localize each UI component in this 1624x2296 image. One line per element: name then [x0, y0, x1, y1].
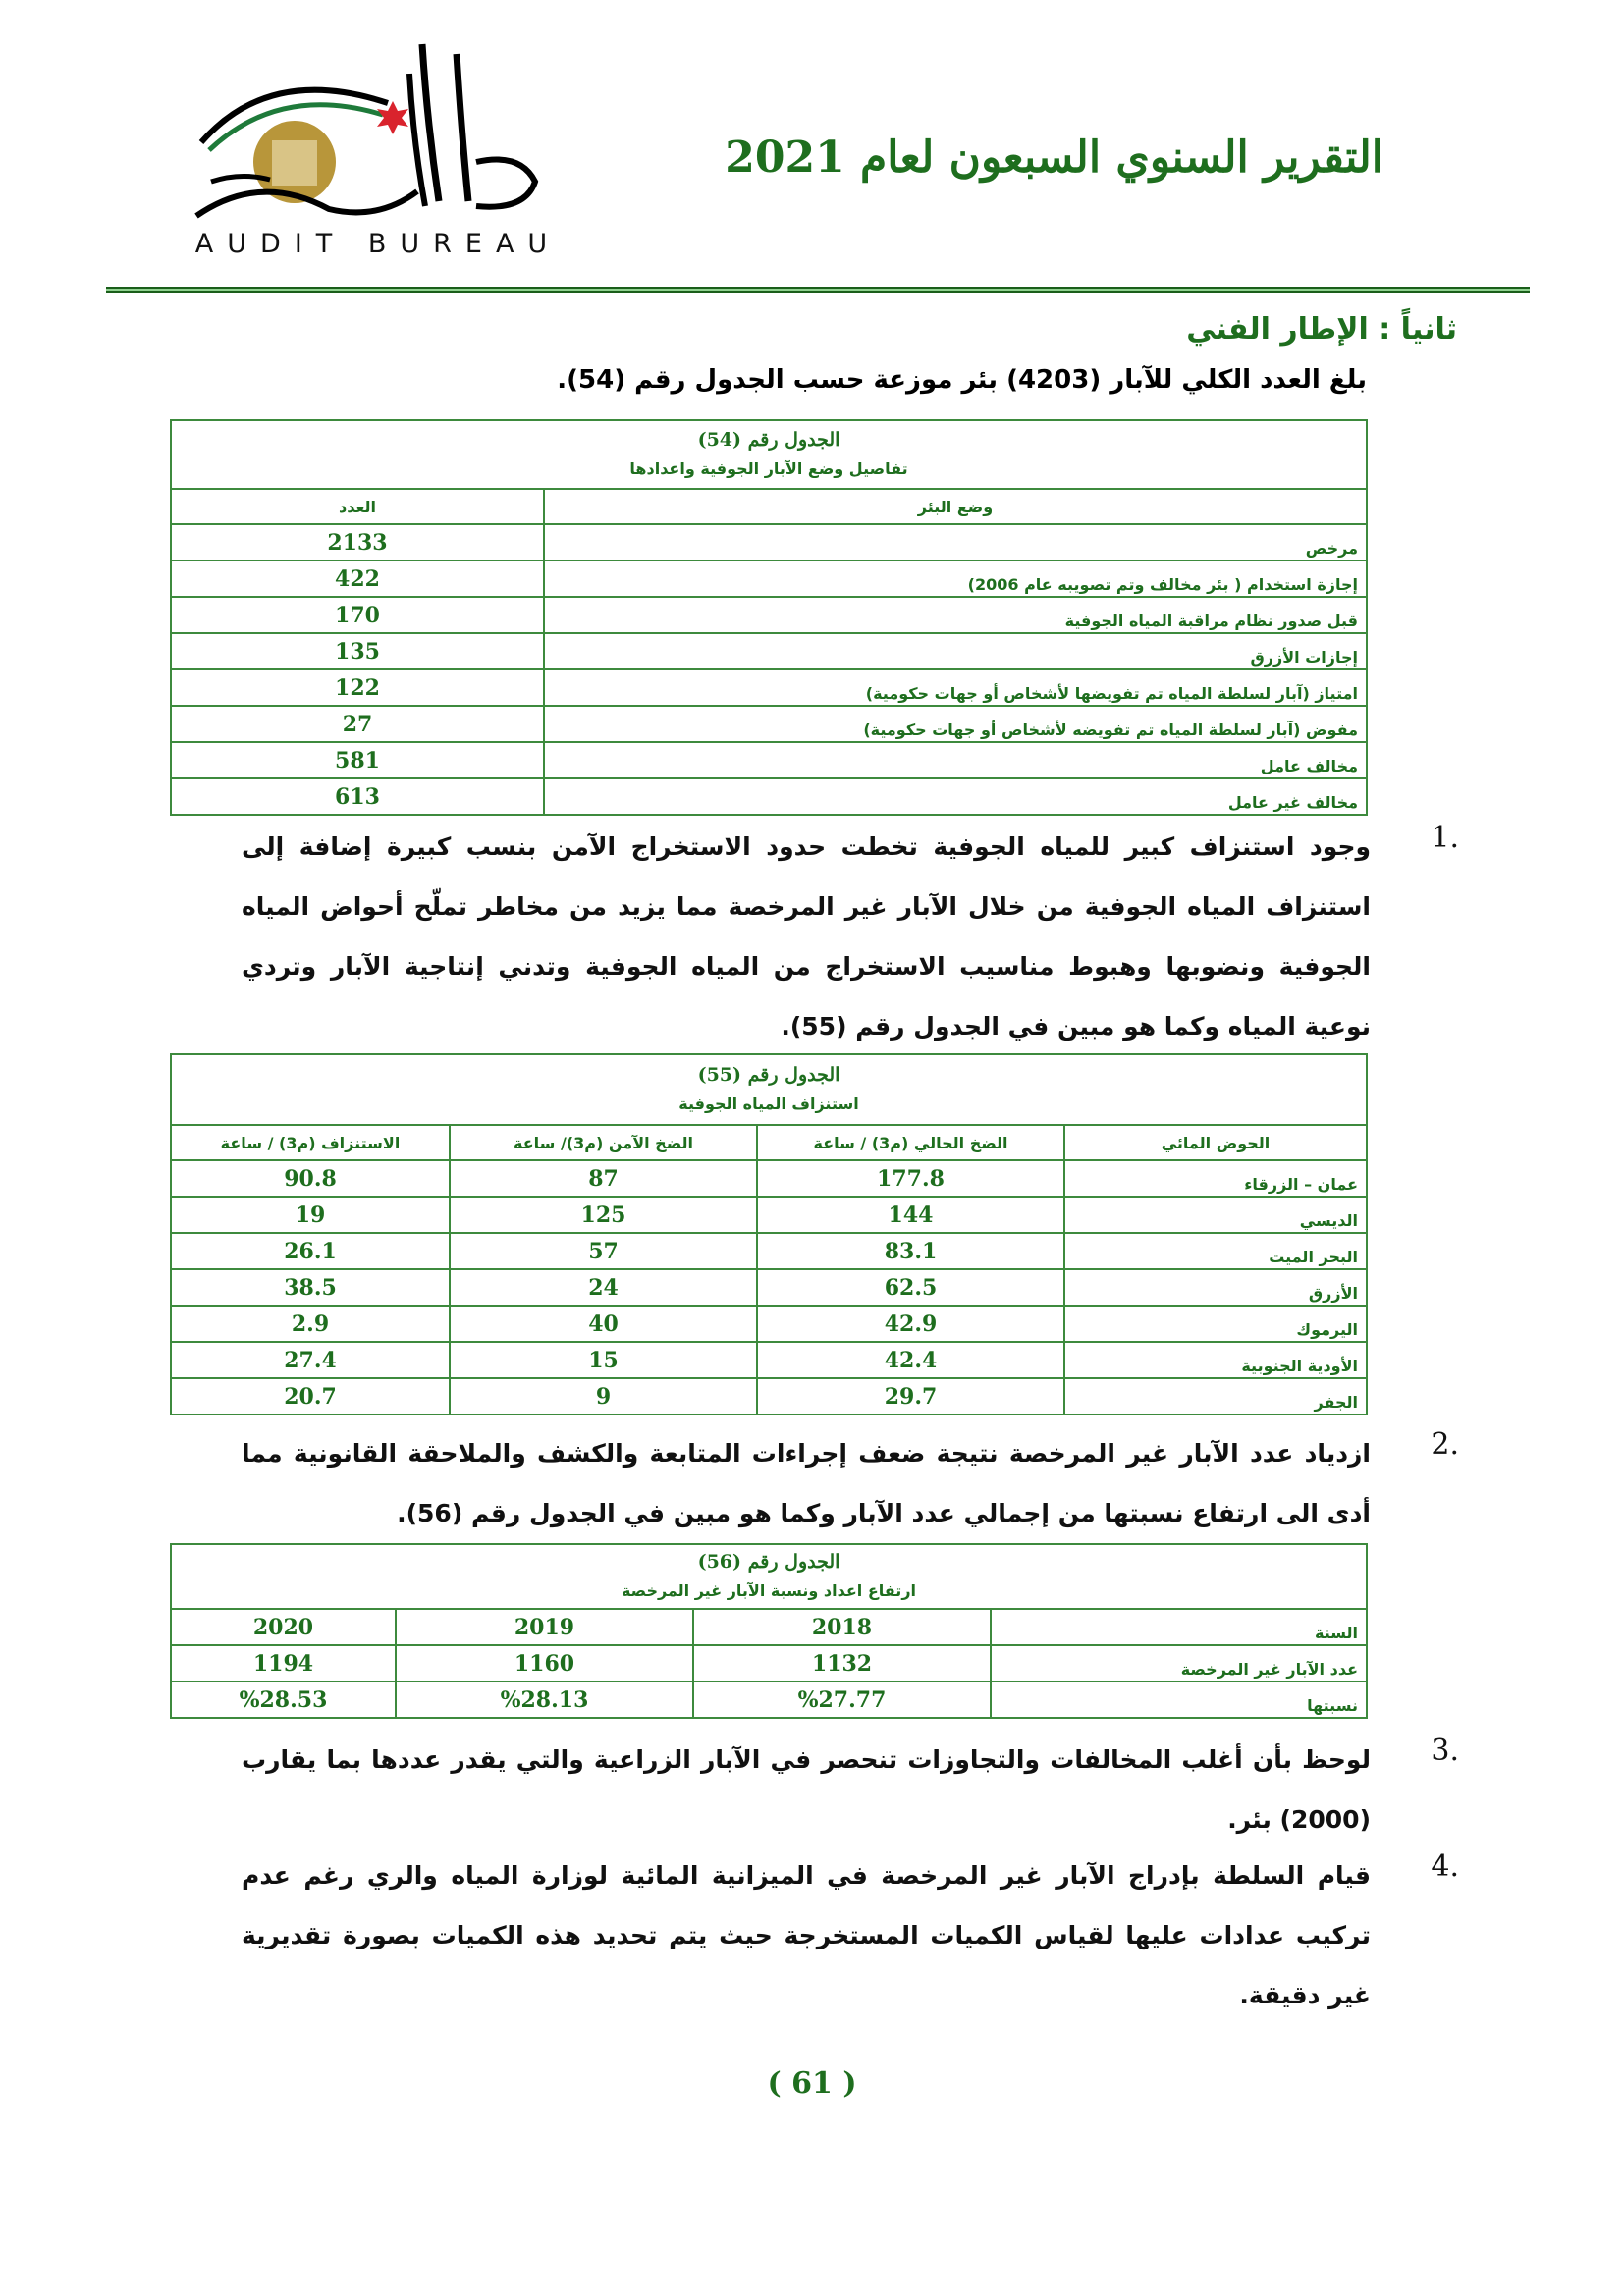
table-row — [171, 706, 1367, 742]
depletion: 90.8 — [171, 1160, 450, 1197]
safe-pumping: 125 — [450, 1197, 757, 1233]
table-row — [171, 1682, 1367, 1718]
table-row — [171, 561, 1367, 597]
row-label-count: عدد الآبار غير المرخصة — [991, 1645, 1367, 1682]
column-header-basin: الحوض المائي — [1064, 1125, 1367, 1160]
year-2020: 2020 — [171, 1609, 396, 1645]
row-label: قبل صدور نظام مراقبة المياه الجوفية — [544, 597, 1367, 633]
list-item: ازدياد عدد الآبار غير المرخصة نتيجة ضعف إجراءات المتابعة والكشف والملاحقة القانونية مما أدى الى ارتفاع نسبتها من إجمالي عدد الآبار وكما هو مبين في الجدول رقم (56). — [242, 1439, 1371, 1527]
table-row — [171, 597, 1367, 633]
safe-pumping: 87 — [450, 1160, 757, 1197]
current-pumping: 42.4 — [757, 1342, 1064, 1378]
basin-name: الديسي — [1064, 1197, 1367, 1233]
table-row — [171, 778, 1367, 815]
audit-bureau-logo — [182, 34, 565, 260]
column-header-current-pumping: الضخ الحالي (م3) / ساعة — [757, 1125, 1064, 1160]
depletion: 38.5 — [171, 1269, 450, 1306]
row-label: مفوض (آبار لسلطة المياه تم تفويضه لأشخاص أو جهات حكومية) — [544, 706, 1367, 742]
row-value: 613 — [171, 778, 544, 815]
current-pumping: 83.1 — [757, 1233, 1064, 1269]
table-caption-number: الجدول رقم (54) — [697, 429, 840, 451]
current-pumping: 62.5 — [757, 1269, 1064, 1306]
table-56 — [170, 1543, 1368, 1719]
table-caption-title: ارتفاع اعداد ونسبة الآبار غير المرخصة — [621, 1581, 917, 1600]
row-label: مرخص — [544, 524, 1367, 561]
list-item-number: 2. — [1431, 1427, 1459, 1462]
row-value: 2133 — [171, 524, 544, 561]
list-item: لوحظ بأن أغلب المخالفات والتجاوزات تنحصر في الآبار الزراعية والتي يقدر عددها بما يقارب (2000) بئر. — [242, 1745, 1371, 1834]
row-value: 170 — [171, 597, 544, 633]
table-caption-number: الجدول رقم (56) — [697, 1551, 840, 1573]
table-row — [171, 633, 1367, 669]
count-2018: 1132 — [693, 1645, 991, 1682]
table-caption-title: تفاصيل وضع الآبار الجوفية واعدادها — [629, 459, 908, 478]
ratio-2020: %28.53 — [171, 1682, 396, 1718]
column-header-depletion: الاستنزاف (م3) / ساعة — [171, 1125, 450, 1160]
table-54 — [170, 419, 1368, 816]
row-label-year: السنة — [991, 1609, 1367, 1645]
safe-pumping: 57 — [450, 1233, 757, 1269]
intro-paragraph: بلغ العدد الكلي للآبار (4203) بئر موزعة حسب الجدول رقم (54). — [557, 365, 1367, 395]
page-number: ( 61 ) — [767, 2066, 857, 2101]
depletion: 19 — [171, 1197, 450, 1233]
table-55 — [170, 1053, 1368, 1415]
row-value: 581 — [171, 742, 544, 778]
year-2018: 2018 — [693, 1609, 991, 1645]
list-item: وجود استنزاف كبير للمياه الجوفية تخطت حدود الاستخراج الآمن بنسب كبيرة إضافة إلى استنزاف المياه الجوفية من خلال الآبار غير المرخصة مما يزيد من مخاطر تملّح أحواض المياه الجوفية ونضوبها وهبوط مناسيب الاستخراج من المياه الجوفية وتدني إنتاجية الآبار وتردي نوعية المياه وكما هو مبين في الجدول رقم (55). — [242, 832, 1371, 1041]
row-label-ratio: نسبتها — [991, 1682, 1367, 1718]
list-item-number: 4. — [1431, 1849, 1459, 1884]
table-row — [171, 1378, 1367, 1415]
year-2019: 2019 — [396, 1609, 693, 1645]
row-label: مخالف عامل — [544, 742, 1367, 778]
table-row — [171, 742, 1367, 778]
safe-pumping: 9 — [450, 1378, 757, 1415]
depletion: 27.4 — [171, 1342, 450, 1378]
header-divider — [106, 287, 1530, 293]
column-header-safe-pumping: الضخ الآمن (م3)/ ساعة — [450, 1125, 757, 1160]
depletion: 26.1 — [171, 1233, 450, 1269]
table-row — [171, 1233, 1367, 1269]
table-row — [171, 1269, 1367, 1306]
table-caption-number: الجدول رقم (55) — [697, 1064, 840, 1086]
basin-name: عمان – الزرقاء — [1064, 1160, 1367, 1197]
row-value: 135 — [171, 633, 544, 669]
table-row — [171, 1342, 1367, 1378]
safe-pumping: 24 — [450, 1269, 757, 1306]
count-2019: 1160 — [396, 1645, 693, 1682]
safe-pumping: 40 — [450, 1306, 757, 1342]
row-label: امتياز (آبار لسلطة المياه تم تفويضها لأشخاص أو جهات حكومية) — [544, 669, 1367, 706]
table-caption-row — [171, 1544, 1367, 1609]
ratio-2018: %27.77 — [693, 1682, 991, 1718]
row-value: 422 — [171, 561, 544, 597]
section-heading: ثانياً : الإطار الفني — [1186, 312, 1457, 347]
list-item-number: 3. — [1431, 1734, 1459, 1768]
current-pumping: 177.8 — [757, 1160, 1064, 1197]
basin-name: البحر الميت — [1064, 1233, 1367, 1269]
row-label: إجازات الأزرق — [544, 633, 1367, 669]
table-caption-row — [171, 1054, 1367, 1125]
ratio-2019: %28.13 — [396, 1682, 693, 1718]
table-row — [171, 669, 1367, 706]
basin-name: الأزرق — [1064, 1269, 1367, 1306]
current-pumping: 144 — [757, 1197, 1064, 1233]
basin-name: اليرموك — [1064, 1306, 1367, 1342]
row-value: 27 — [171, 706, 544, 742]
logo-text: AUDIT BUREAU — [194, 229, 562, 259]
table-row — [171, 1306, 1367, 1342]
current-pumping: 29.7 — [757, 1378, 1064, 1415]
table-row — [171, 1197, 1367, 1233]
depletion: 2.9 — [171, 1306, 450, 1342]
report-title: التقرير السنوي السبعون لعام 2021 — [725, 133, 1383, 183]
table-row — [171, 1645, 1367, 1682]
column-header-count: العدد — [171, 489, 544, 524]
safe-pumping: 15 — [450, 1342, 757, 1378]
list-item: قيام السلطة بإدراج الآبار غير المرخصة في الميزانية المائية لوزارة المياه والري رغم عدم تركيب عدادات عليها لقياس الكميات المستخرجة حيث يتم تحديد هذه الكميات بصورة تقديرية غير دقيقة. — [242, 1861, 1371, 2009]
table-row — [171, 1160, 1367, 1197]
row-value: 122 — [171, 669, 544, 706]
basin-name: الجفر — [1064, 1378, 1367, 1415]
depletion: 20.7 — [171, 1378, 450, 1415]
column-header-status: وضع البئر — [544, 489, 1367, 524]
table-caption-row — [171, 420, 1367, 489]
logo-emblem-icon — [182, 34, 565, 231]
list-item-number: 1. — [1431, 821, 1459, 855]
table-header-row — [171, 1125, 1367, 1160]
basin-name: الأودية الجنوبية — [1064, 1342, 1367, 1378]
table-header-row — [171, 489, 1367, 524]
table-row — [171, 524, 1367, 561]
row-label: إجازة استخدام ( بئر مخالف وتم تصويبه عام 2006) — [544, 561, 1367, 597]
table-caption-title: استنزاف المياه الجوفية — [678, 1095, 859, 1113]
count-2020: 1194 — [171, 1645, 396, 1682]
row-label: مخالف غير عامل — [544, 778, 1367, 815]
table-row — [171, 1609, 1367, 1645]
current-pumping: 42.9 — [757, 1306, 1064, 1342]
